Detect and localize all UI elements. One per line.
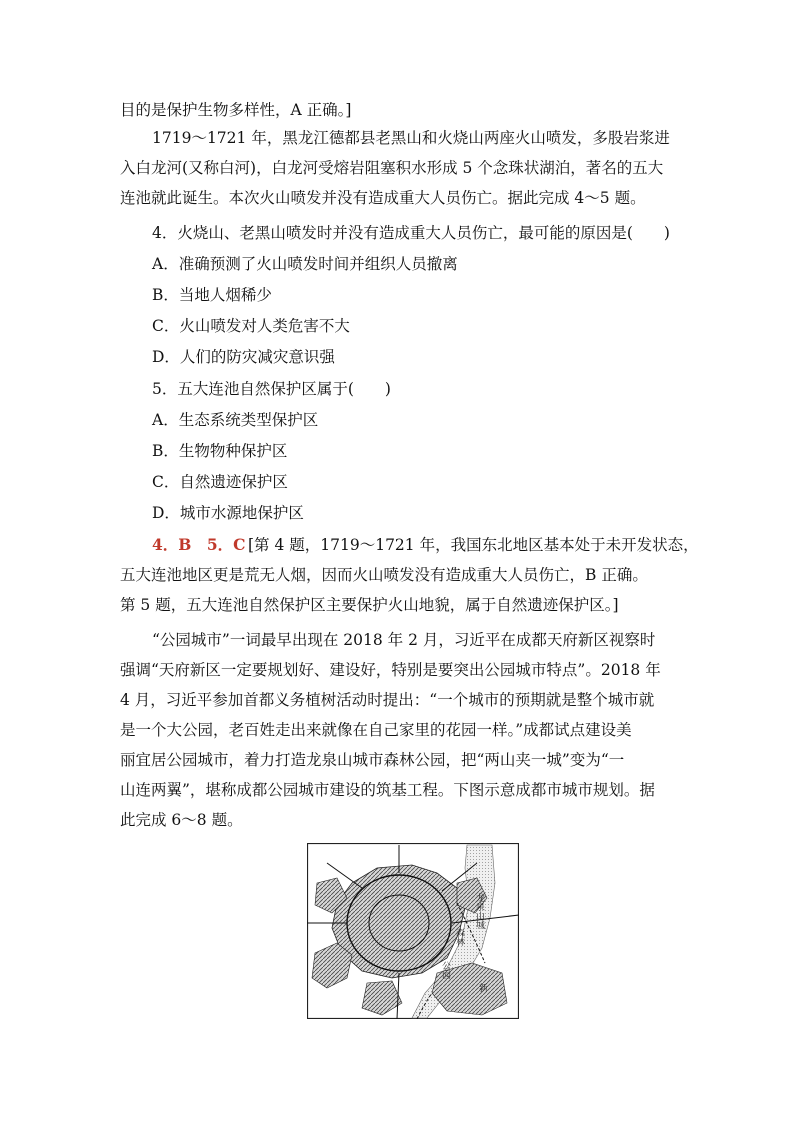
option-5c: C．自然遗迹保护区 <box>152 473 288 491</box>
text-line: 目的是保护生物多样性，A 正确。] <box>120 101 352 119</box>
chengdu-planning-map <box>307 843 519 1019</box>
passage-line: 丽宜居公园城市，着力打造龙泉山城市森林公园，把“两山夹一城”变为“一 <box>120 751 625 769</box>
text-line: 连池就此诞生。本次火山喷发并没有造成重大人员伤亡。据此完成 4～5 题。 <box>120 189 646 207</box>
passage-line: 强调“天府新区一定要规划好、建设好，特别是要突出公园城市特点”。2018 年 <box>120 661 661 679</box>
option-5d: D．城市水源地保护区 <box>152 504 304 522</box>
question-5: 5．五大连池自然保护区属于( ) <box>152 380 391 398</box>
text-line: 入白龙河(又称白河)，白龙河受熔岩阻塞积水形成 5 个念珠状湖泊，著名的五大 <box>120 159 664 177</box>
passage-line: 是一个大公园，老百姓走出来就像在自己家里的花园一样。”成都试点建设美 <box>120 721 632 739</box>
passage-line: 4 月，习近平参加首都义务植树活动时提出：“一个城市的预期就是整个城市就 <box>120 691 655 709</box>
answer-explanation: 五大连池地区更是荒无人烟，因而火山喷发没有造成重大人员伤亡，B 正确。 <box>120 566 648 584</box>
answer-key: 4．B 5．C <box>152 535 246 554</box>
option-5a: A．生态系统类型保护区 <box>152 411 319 429</box>
option-4b: B．当地人烟稀少 <box>152 286 272 304</box>
map-label-new: 新 <box>479 984 489 994</box>
option-4d: D．人们的防灾减灾意识强 <box>152 348 335 366</box>
passage-line: 山连两翼”，堪称成都公园城市建设的筑基工程。下图示意成都市城市规划。据 <box>120 781 655 799</box>
text-line: 1719～1721 年，黑龙江德都县老黑山和火烧山两座火山喷发，多股岩浆进 <box>152 129 670 147</box>
question-4: 4．火烧山、老黑山喷发时并没有造成重大人员伤亡，最可能的原因是( ) <box>152 224 670 242</box>
option-4a: A．准确预测了火山喷发时间并组织人员撤离 <box>152 255 458 273</box>
map-label-forest: 森林 <box>454 928 464 946</box>
map-label-park: 公园 <box>440 961 450 979</box>
passage-line: “公园城市”一词最早出现在 2018 年 2 月，习近平在成都天府新区视察时 <box>152 631 656 649</box>
option-5b: B．生物物种保护区 <box>152 442 288 460</box>
option-4c: C．火山喷发对人类危害不大 <box>152 317 350 335</box>
passage-line: 此完成 6～8 题。 <box>120 811 243 829</box>
answer-explanation: 第 5 题，五大连池自然保护区主要保护火山地貌，属于自然遗迹保护区。] <box>120 596 619 614</box>
answer-explanation: [第 4 题，1719～1721 年，我国东北地区基本处于未开发状态， <box>248 536 699 554</box>
map-label-longquan: 龙泉山城 <box>474 893 484 929</box>
